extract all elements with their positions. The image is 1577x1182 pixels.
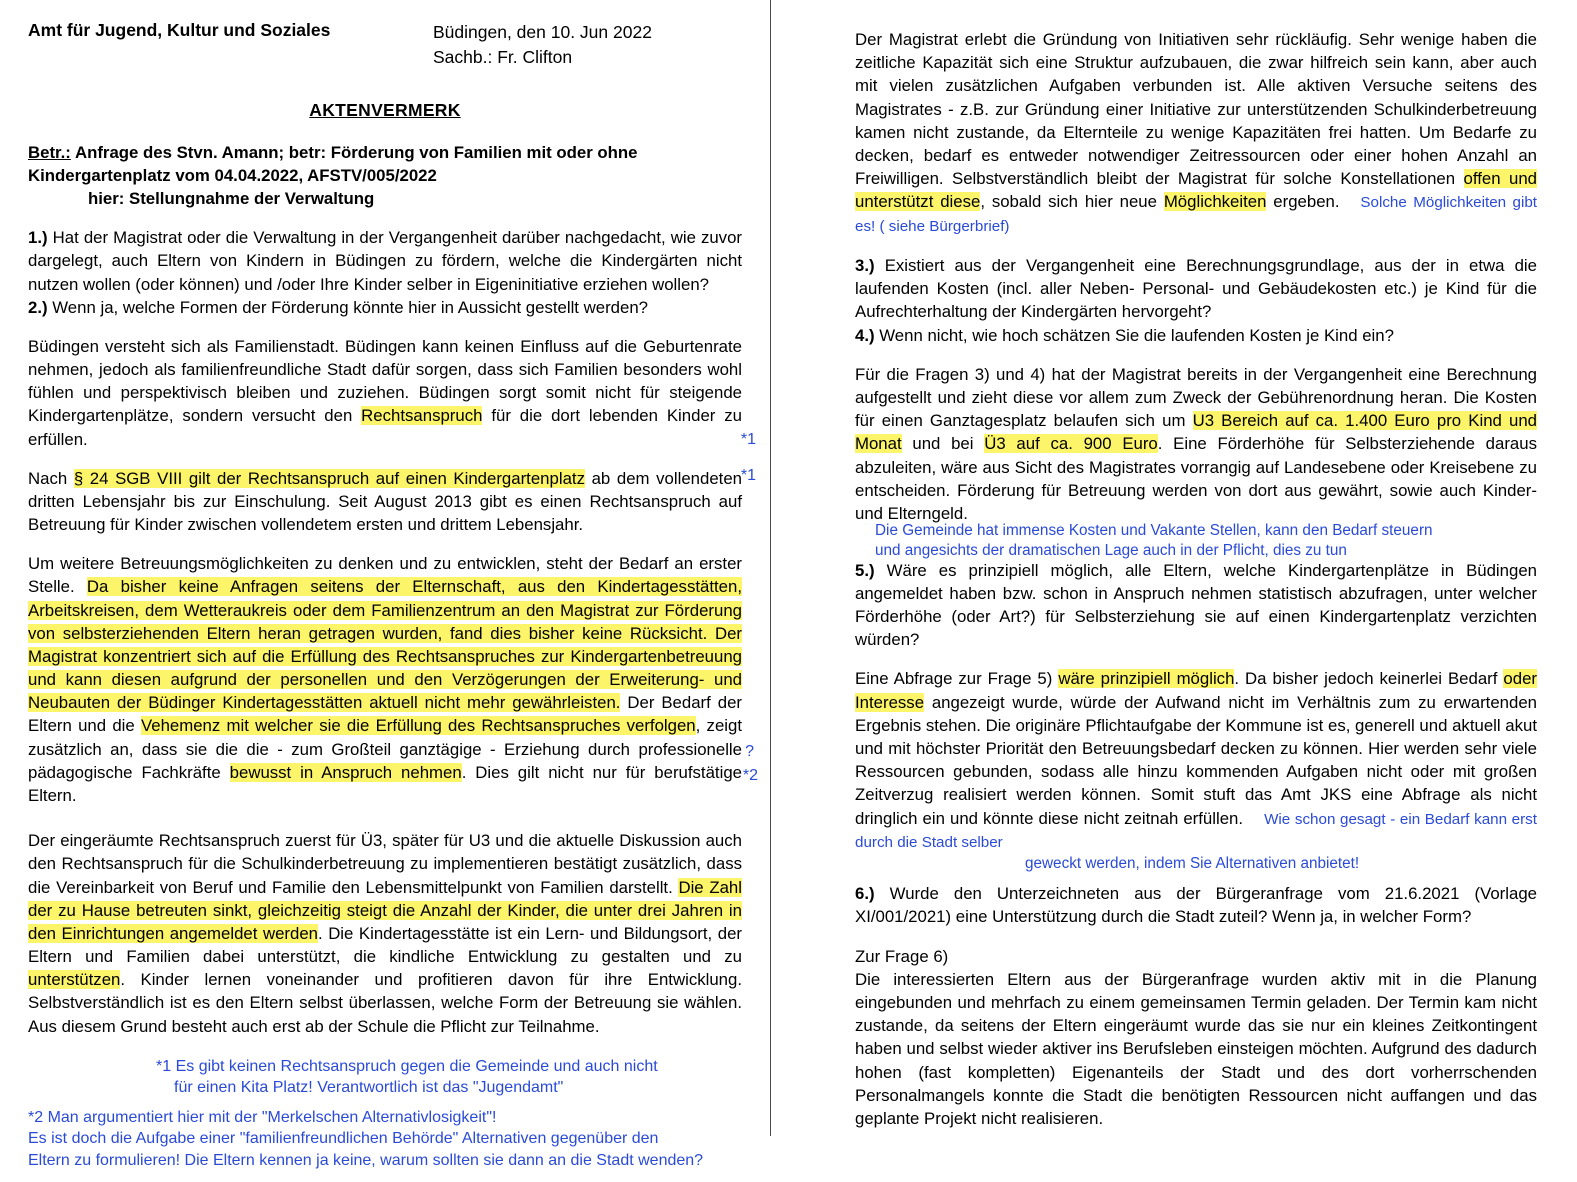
subject-block xyxy=(28,141,742,211)
subject-line2: Kindergartenplatz vom 04.04.2022, AFSTV/005/2022 xyxy=(28,165,437,185)
p2-text-b: ab dem vollendeten dritten Lebensjahr bis zur Einschulung. Seit August 2013 gibt es einen Rechtsanspruch auf Betreuung für Kinder zwischen vollendetem ersten und drittem Lebensjahr. xyxy=(28,468,742,535)
rp2-highlight-1: U3 Bereich auf ca. 1.400 Euro pro Kind und Monat xyxy=(855,411,1537,454)
p2-text-a: Nach xyxy=(28,468,74,488)
right-paragraph-3 xyxy=(855,667,1537,854)
paragraph-4 xyxy=(28,829,742,1038)
paragraph-2-wrap xyxy=(28,466,756,537)
footnote-2-line3: Eltern zu formulieren! Die Eltern kennen ja keine, warum sollten sie dann an die Stadt wenden? xyxy=(28,1152,704,1170)
right-paragraph-1 xyxy=(855,28,1537,238)
footnote-1-line2: für einen Kita Platz! Verantwortlich ist das "Jugendamt" xyxy=(174,1079,564,1097)
footnotes xyxy=(28,1056,742,1172)
p1-highlight: Rechtsanspruch xyxy=(361,406,483,426)
question-5-number: 5.) xyxy=(855,560,875,580)
rp2-text-c: . Eine Förderhöhe für Selbsterziehende daraus abzuleiten, wäre aus Sicht des Magistrates vorrangig auf Landesebene oder Kreisebene zu entscheiden. Förderung für Betreuung werden von dort aus gewährt, sowie auch Kinder- und Elterngeld. xyxy=(855,434,1537,523)
subject-label: Betr.: xyxy=(28,142,71,162)
p3-highlight-3: bewusst in Anspruch nehmen xyxy=(229,762,462,782)
paragraph-3-wrap xyxy=(28,552,758,807)
annotation-marker-1: *1 xyxy=(740,430,756,448)
question-1 xyxy=(28,226,742,296)
p2-highlight: § 24 SGB VIII gilt der Rechtsanspruch auf einen Kindergartenplatz xyxy=(73,468,585,488)
question-3 xyxy=(855,254,1537,324)
question-3-number: 3.) xyxy=(855,256,875,276)
subject-line3: hier: Stellungnahme der Verwaltung xyxy=(88,189,375,209)
question-4-number: 4.) xyxy=(855,325,875,345)
rp2-text-b: und bei xyxy=(901,434,985,454)
question-1-number: 1.) xyxy=(28,228,48,248)
question-5-text: Wäre es prinzipiell möglich, alle Eltern, welche Kindergartenplätze in Büdingen angemeldet haben bzw. schon in Anspruch nehmen statistisch abzufragen, unter welcher Förderhöhe (oder Art?) für Selbsterziehung sie auf einen Kindergartenplatz verzichten würden? xyxy=(855,560,1537,650)
question-4 xyxy=(855,324,1537,347)
document-header xyxy=(28,20,742,70)
rp3-text-c: angezeigt wurde, würde der Aufwand nicht im Verhältnis zum zu erwartenden Ergebnis stehen. Die originäre Pflichtaufgabe der Kommune ist es, generell und aktuell akut und mit höchster Priorität den Betreuungsbedarf decken zu können. Hier werden sehr viele Ressourcen gebunden, sodass alle hinzu kommenden Aufgaben nicht oder mit großen Zeitverzug realisiert werden können. Somit stuft das Amt JKS eine Abfrage als nicht dringlich ein und könnte diese nicht zeitnah erfüllen. xyxy=(855,692,1537,828)
page-divider xyxy=(770,0,771,1136)
rp1-text-b: , sobald sich hier neue xyxy=(980,192,1164,212)
question-3-text: Existiert aus der Vergangenheit eine Berechnungsgrundlage, aus der in etwa die laufenden Kosten (incl. aller Neben- Personal- und Gebäudekosten etc.) je Kind für die Aufrechterhaltung der Kindergärten hervorgeht? xyxy=(855,256,1537,322)
p3-text-a: Um weitere Betreuungsmöglichkeiten zu denken und zu entwicklen, steht der Bedarf an erster Stelle. xyxy=(28,554,742,597)
paragraph-1 xyxy=(28,335,742,451)
rp3-highlight-1: wäre prinzipiell möglich xyxy=(1058,669,1235,689)
p4-text-b: . Die Kindertagesstätte ist ein Lern- und Bildungsort, der Eltern und Familien dabei unterstützt, die kindliche Entwicklung zu gestalten und zu xyxy=(28,923,742,967)
right-paragraph-4-head: Zur Frage 6) xyxy=(855,946,949,966)
rp2-annotation xyxy=(855,521,1537,561)
p4-text-a: Der eingeräumte Rechtsanspruch zuerst für Ü3, später für U3 und die aktuelle Diskussion auch den Rechtsanspruch für die Schulkinderbetreuung zu implementieren bestätigt zusätzlich, dass die Vereinbarkeit von Beruf und Familie den Lebensmittelpunkt von Familien darstellt. xyxy=(28,831,742,897)
rp2-annotation-line1: Die Gemeinde hat immense Kosten und Vakante Stellen, kann den Bedarf steuern xyxy=(875,522,1433,540)
paragraph-2 xyxy=(28,467,742,537)
question-5 xyxy=(855,559,1537,652)
place-date: Büdingen, den 10. Jun 2022 xyxy=(433,22,652,42)
question-4-text: Wenn nicht, wie hoch schätzen Sie die laufenden Kosten je Kind ein? xyxy=(879,325,1394,345)
paragraph-1-wrap xyxy=(28,335,756,451)
rp1-text-c: ergeben. xyxy=(1266,192,1340,212)
annotation-marker-4: *2 xyxy=(742,767,758,785)
p4-text-c: . Kinder lernen voneinander und profitieren davon für ihre Entwicklung. Selbstverständlich ist es den Eltern selbst überlassen, welche Form der Betreuung sie wählen. Aus diesem Grund besteht auch erst ab der Schule die Pflicht zur Teilnahme. xyxy=(28,970,742,1036)
annotation-marker-3: ? xyxy=(745,743,754,761)
rp1-annotation: Solche Möglichkeiten gibt es! ( siehe Bürgerbrief) xyxy=(855,194,1537,236)
left-column xyxy=(0,0,770,1182)
question-2-number: 2.) xyxy=(28,297,48,317)
annotation-marker-2: *1 xyxy=(740,466,756,484)
rp3-annotation-line1: Wie schon gesagt - ein Bedarf kann erst durch die Stadt selber xyxy=(855,810,1537,852)
footnote-2-line2: Es ist doch die Aufgabe einer "familienfreundlichen Behörde" Alternativen gegenüber den xyxy=(28,1130,659,1148)
question-1-text: Hat der Magistrat oder die Verwaltung in der Vergangenheit darüber nachgedacht, wie zuvor dargelegt, auch Eltern von Kindern in Büdingen zu fördern, welche die Kindergärten nicht nutzen wollen (oder können) und /oder Ihre Kinder selber in Eigeninitiative erziehen wollen? xyxy=(28,228,742,294)
footnote-2 xyxy=(28,1107,742,1172)
office-name: Amt für Jugend, Kultur und Soziales xyxy=(28,20,331,40)
rp1-highlight-1: offen und unterstützt diese xyxy=(855,169,1537,212)
subject-line1: Anfrage des Stvn. Amann; betr: Förderung von Familien mit oder ohne xyxy=(74,142,638,162)
paragraph-3 xyxy=(28,552,742,807)
rp2-text-a: Für die Fragen 3) und 4) hat der Magistrat bereits in der Vergangenheit eine Berechnung aufgestellt und zieht diese vor allem zum Zweck der Gebührenordnung heran. Die Kosten für einen Ganztagesplatz belaufen sich um xyxy=(855,364,1537,431)
right-paragraph-4: Die interessierten Eltern aus der Bürgeranfrage wurden aktiv mit in die Planung eingebunden und mehrfach zu einem gemeinsamen Termin geladen. Der Termin kam nicht zustande, da seitens der Eltern eingeräumt wurde das sie nur ein kleines Zeitkontingent haben und selbst wieder aktiver ins Berufsleben einsteigen möchten. Aufgrund des dadurch hohen (fast kompletten) Eigenanteils der Stadt und des dort vorherrschenden Personalmangels konnte die Stadt die benötigten Ressourcen nicht auffangen und das geplante Projekt nicht realisieren. xyxy=(855,969,1537,1128)
p3-highlight-2: Vehemenz mit welcher sie die Erfüllung des Rechtsanspruches verfolgen xyxy=(140,716,696,736)
p1-text-a: Büdingen versteht sich als Familienstadt. Büdingen kann keinen Einfluss auf die Geburtenrate nehmen, jedoch als familienfreundliche Stadt dafür sorgen, dass sich Familien besonders wohl fühlen und perspektivisch bleiben und zuziehen. Büdingen sorgt somit nicht für steigende Kindergartenplätze, sondern versucht den xyxy=(28,336,742,426)
rp1-text-a: Der Magistrat erlebt die Gründung von Initiativen sehr rückläufig. Sehr wenige haben die zeitliche Kapazität sich eine Struktur aufzubauen, die zwar hilfreich sein kann, aber auch mit vielen zusätzlichen Aufgaben verbunden ist. Alle aktiven Versuche seitens des Magistrates - z.B. zur Gründung einer Initiative zur unterstützenden Schulkinderbetreuung kamen nicht zustande, da Elternteile zu wenige Kapazitäten frei hatten. Um Bedarfe zu decken, bedarf es entweder notwendiger Zeitressourcen oder einer hohen Anzahl an Freiwilligen. Selbstverständlich bleibt der Magistrat für solche Konstellationen xyxy=(855,30,1537,189)
rp3-highlight-2: oder Interesse xyxy=(855,669,1537,712)
p4-highlight-1: Die Zahl der zu Hause betreuten sinkt, gleichzeitig steigt die Anzahl der Kinder, die unter drei Jahren in den Einrichtungen angemeldet werden xyxy=(28,877,742,943)
p3-text-c: , zeigt zusätzlich an, dass sie die die - zum Großteil ganztägige - Erziehung durch professionelle pädagogische Fachkräfte xyxy=(28,716,742,782)
footnote-2-line1: *2 Man argumentiert hier mit der "Merkelschen Alternativlosigkeit"! xyxy=(28,1108,497,1126)
question-2-text: Wenn ja, welche Formen der Förderung könnte hier in Aussicht gestellt werden? xyxy=(52,297,649,317)
rp3-annotation-line2: geweckt werden, indem Sie Alternativen anbietet! xyxy=(1025,855,1360,873)
question-6-text: Wurde den Unterzeichneten aus der Bürgeranfrage vom 21.6.2021 (Vorlage XI/001/2021) eine Unterstützung durch die Stadt zuteil? Wenn ja, in welcher Form? xyxy=(855,884,1537,927)
p3-text-b: Der Bedarf der Eltern und die xyxy=(28,693,742,736)
p3-highlight-1: Da bisher keine Anfragen seitens der Elternschaft, aus den Kindertagesstätten, Arbeitskreisen, dem Wetteraukreis oder dem Familienzentrum an den Magistrat zur Förderung von selbsterziehenden Eltern heran getragen wurden, fand dies bisher keine Rücksicht. Der Magistrat konzentriert sich auf die Erfüllung des Rechtsanspruches zur Kindergartenbetreuung und kann diesen aufgrund der personellen und den Verzögerungen der Erweiterung- und Neubauten der Büdinger Kindertagesstätten aktuell nicht mehr gewährleisten. xyxy=(28,577,742,713)
rp3-text-b: . Da bisher jedoch keinerlei Bedarf xyxy=(1234,669,1504,689)
question-6-number: 6.) xyxy=(855,884,875,904)
clerk-name: Sachb.: Fr. Clifton xyxy=(433,46,573,67)
header-right xyxy=(433,20,652,70)
question-2 xyxy=(28,296,742,319)
p3-text-d: . Dies gilt nicht nur für berufstätige Eltern. xyxy=(28,762,742,805)
rp3-text-a: Eine Abfrage zur Frage 5) xyxy=(855,669,1059,689)
footnote-1 xyxy=(28,1056,742,1099)
rp1-highlight-2: Möglichkeiten xyxy=(1163,192,1267,212)
p4-highlight-2: unterstützen xyxy=(28,970,121,990)
footnote-1-line1: *1 Es gibt keinen Rechtsanspruch gegen die Gemeinde und auch nicht xyxy=(156,1057,658,1075)
page-title: AKTENVERMERK xyxy=(309,99,461,120)
p1-text-b: für die dort lebenden Kinder zu erfüllen. xyxy=(28,406,742,449)
rp2-annotation-line2: und angesichts der dramatischen Lage auch in der Pflicht, dies zu tun xyxy=(875,541,1347,559)
question-6 xyxy=(855,882,1537,928)
rp2-highlight-2: Ü3 auf ca. 900 Euro xyxy=(984,434,1158,454)
right-column xyxy=(855,0,1577,1140)
right-paragraph-2 xyxy=(855,363,1537,525)
